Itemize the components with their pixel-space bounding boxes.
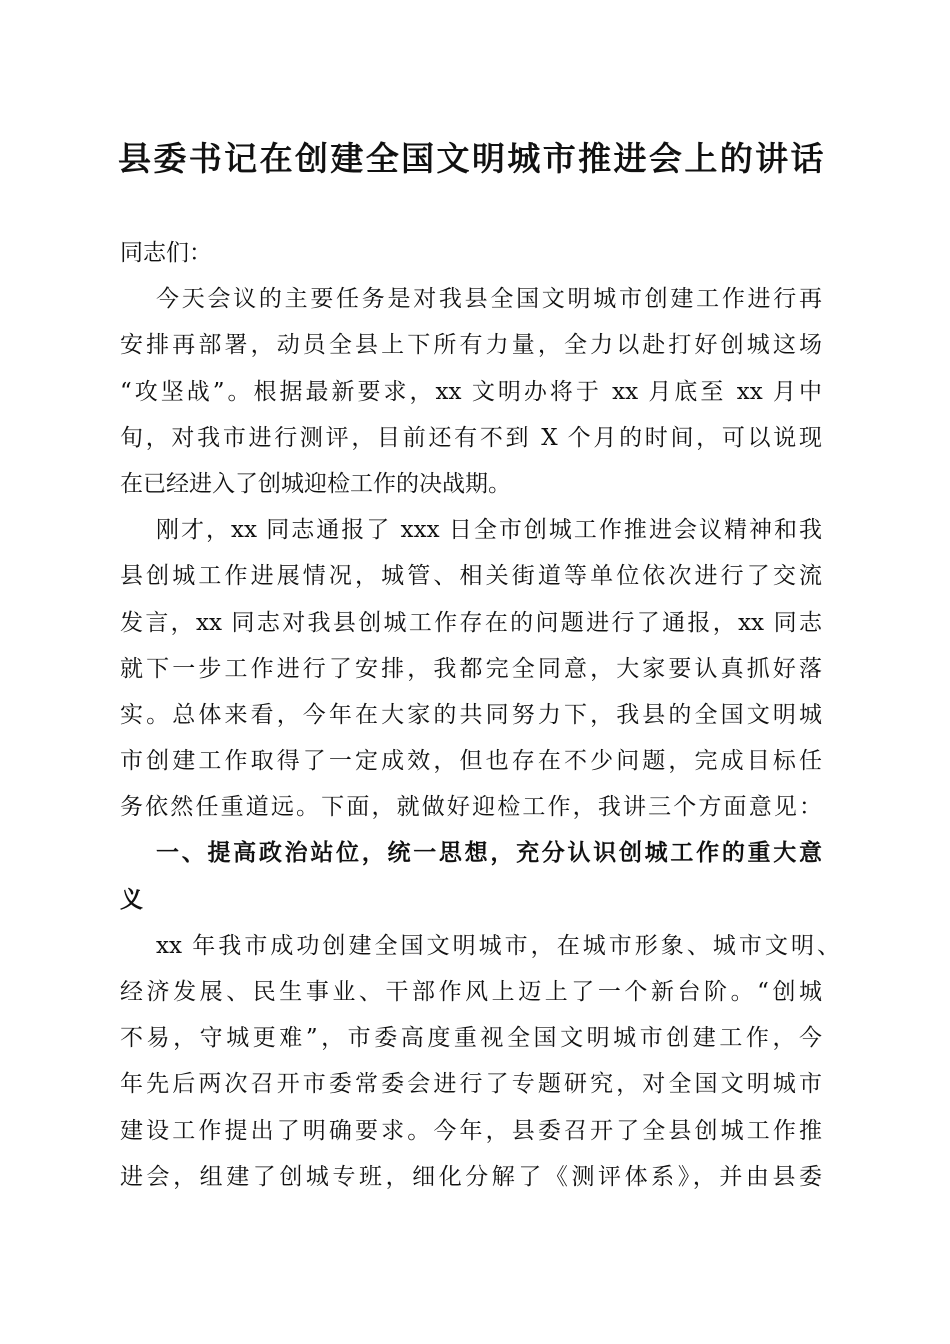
salutation: 同志们： [120,240,212,266]
paragraph-line: 就下一步工作进行了安排，我都完全同意，大家要认真抓好落 [120,655,822,682]
heading-line: 义 [120,885,143,913]
paragraph-line: 实。总体来看，今年在大家的共同努力下，我县的全国文明城 [120,701,822,728]
paragraph-line: 刚才，xx 同志通报了 xxx 日全市创城工作推进会议精神和我 [156,517,822,544]
paragraph-line: 发言，xx 同志对我县创城工作存在的问题进行了通报，xx 同志 [120,609,822,636]
paragraph-line: xx 年我市成功创建全国文明城市，在城市形象、城市文明、 [156,932,840,959]
paragraph-line: 不易，守城更难”，市委高度重视全国文明城市创建工作，今 [120,1025,822,1052]
section-heading-1 [120,830,822,922]
paragraph-line: 务依然任重道远。下面，就做好迎检工作，我讲三个方面意见： [120,794,822,821]
paragraph-line: 经济发展、民生事业、干部作风上迈上了一个新台阶。“创城 [120,979,822,1005]
paragraph-line: 安排再部署，动员全县上下所有力量，全力以赴打好创城这场 [120,332,822,359]
heading-line: 一、提高政治站位，统一思想，充分认识创城工作的重大意 [156,839,822,867]
paragraph-line: 在已经进入了创城迎检工作的决战期。 [120,470,511,497]
paragraph-3 [120,923,840,1200]
paragraph-line: 建设工作提出了明确要求。今年，县委召开了全县创城工作推 [120,1117,822,1144]
paragraph-line: 市创建工作取得了一定成效，但也存在不少问题，完成目标任 [120,748,822,775]
document-title: 县委书记在创建全国文明城市推进会上的讲话 [118,139,824,178]
paragraph-line: 县创城工作进展情况，城管、相关街道等单位依次进行了交流 [120,563,822,590]
paragraph-line: 今天会议的主要任务是对我县全国文明城市创建工作进行再 [156,286,822,313]
paragraph-line: 进会，组建了创城专班，细化分解了《测评体系》，并由县委 [120,1163,822,1190]
paragraph-line: 年先后两次召开市委常委会进行了专题研究，对全国文明城市 [120,1071,822,1098]
paragraph-1 [120,276,822,507]
paragraph-line: 旬，对我市进行测评，目前还有不到 X 个月的时间，可以说现 [120,424,822,451]
paragraph-line: “攻坚战”。根据最新要求，xx 文明办将于 xx 月底至 xx 月中 [120,378,822,405]
document-body [120,230,840,1200]
paragraph-2 [120,507,822,830]
